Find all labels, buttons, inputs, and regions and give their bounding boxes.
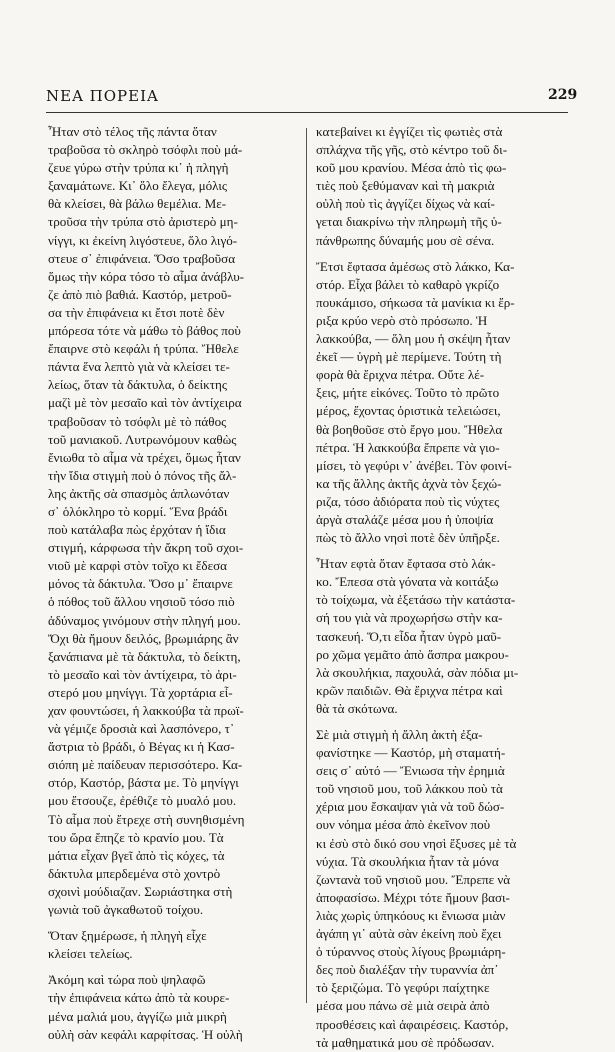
text-line: τὴν ἴδια στιγμὴ ποὺ ὁ πόνος τῆς ἄλ- [48, 467, 237, 483]
paragraph-gap [48, 919, 300, 927]
paragraph [316, 123, 569, 250]
text-line: τραβοῦσαν τὸ τσόφλι μὲ τὸ πάθος [48, 413, 227, 429]
text-line: Ἦταν στὸ τέλος τῆς πάντα ὅταν [48, 124, 217, 139]
text-line: Ὄχι θὰ ἤμουν δειλός, βρωμιάρης ἂν [48, 630, 239, 646]
header-rule [46, 112, 568, 113]
text-line: τραβοῦσα τὸ σκληρὸ τσόφλι ποὺ μά- [48, 142, 243, 158]
text-line: ζευε γύρω στὴν τρύπα κι᾽ ἡ πληγὴ [48, 160, 229, 176]
text-line: Ἔτσι ἔφτασα ἀμέσως στὸ λάκκο, Κα- [316, 258, 515, 274]
text-line: νιοῦ μὲ καρφὶ στὸν τοῖχο κι ἔδεσα [48, 558, 227, 574]
text-line: σεις σ᾽ αὐτό — Ἔνιωσα τὴν ἐρημιὰ [316, 763, 505, 779]
text-line: τιὲς ποὺ ξεθύμαναν καὶ τὴ μακριὰ [316, 178, 495, 194]
text-line: νὰ γέμιζε δροσιὰ καὶ λασπόνερο, τ᾽ [48, 721, 235, 737]
text-line: μέσα μου πάνω σὲ μιὰ σειρὰ ἀπὸ [316, 998, 490, 1014]
text-line: πὼς τὸ ἄλλο νησὶ ποτὲ δὲν ὑπῆρξε. [316, 530, 500, 546]
text-line: γωνιὰ τοῦ ἀγκαθωτοῦ τοίχου. [48, 902, 204, 918]
paragraph [316, 555, 569, 718]
text-line: ζε ἀπὸ πιὸ βαθιά. Καστόρ, μετροῦ- [48, 286, 232, 302]
text-line: ὁ πόθος τοῦ ἄλλου νησιοῦ τόσο πιὸ [48, 594, 235, 610]
text-line: Ὅταν ξημέρωσε, ἡ πληγὴ εἶχε [48, 928, 207, 944]
text-column-right [316, 123, 569, 1052]
text-line: ὅμως τὴν κόρα τόσο τὸ αἷμα ἀνάβλυ- [48, 268, 245, 284]
text-line: θὰ βοηθοῦσε στὸ ἔργο μου. Ἤθελα [316, 421, 503, 437]
text-line: στευε σ᾽ ἐπιφάνεια. Ὅσο τραβοῦσα [48, 250, 236, 266]
text-line: κρῶν παιδιῶν. Θὰ ἔριχνα πέτρα καὶ [316, 682, 503, 698]
text-line: ἔπαιρνε στὸ κεφάλι ἡ τρύπα. Ἤθελε [48, 341, 239, 357]
text-line: νίγγι, κι ἐκείνη λιγόστευε, ὅλο λιγό- [48, 232, 238, 248]
text-line: ουν νόημα μέσα ἀπὸ ἐκεῖνον ποὺ [316, 817, 491, 833]
text-line: μίσει, τὸ γεφύρι ν᾽ ἀνέβει. Τὸν φοινί- [316, 457, 512, 473]
page-number: 229 [548, 87, 578, 103]
text-line: τὰ μαθηματικά μου σὲ πρόδωσαν. [316, 1034, 495, 1050]
paragraph [316, 726, 569, 1052]
paragraph [48, 971, 300, 1043]
text-line: λακκούβα, — ὅλη μου ἡ σκέψη ἦταν [316, 331, 511, 347]
text-line: σιόπη μὲ παίδευαν περισσότερο. Κα- [48, 757, 243, 773]
text-line: τὸ μεσαῖο καὶ τὸν ἀντίχειρα, τὸ ἀρι- [48, 666, 237, 682]
text-line: ἐκεῖ — ὑγρὴ μὲ περίμενε. Τούτη τὴ [316, 349, 502, 365]
text-line: ριζα, τόσο ἀδιόρατα ποὺ τὶς νύχτες [316, 493, 500, 509]
text-line: μπόρεσα τότε νὰ μάθω τὸ βάθος ποὺ [48, 323, 241, 339]
text-line: τροῦσα τὴν τρύπα στὸ ἀριστερὸ μη- [48, 214, 238, 230]
text-line: πάντα ἕνα λεπτὸ γιὰ νὰ κλείσει τε- [48, 359, 230, 375]
text-line: πουκάμισο, σήκωσα τὰ μανίκια κι ἔρ- [316, 294, 515, 310]
text-line: ἄστρια τὸ βράδι, ὁ Βέγας κι ἡ Κασ- [48, 739, 235, 755]
text-line: ὁ τύραννος στοὺς λίγους βρωμιάρη- [316, 944, 506, 960]
text-line: τοῦ νησιοῦ μου, τοῦ λάκκου ποὺ τὰ [316, 781, 503, 797]
text-line: στόρ. Εἶχα βάλει τὸ καθαρὸ γκρίζο [316, 276, 500, 292]
text-line: ζωντανὰ τοῦ νησιοῦ μου. Ἔπρεπε νὰ [316, 871, 511, 887]
text-line: ἀργὰ σταλάζε μέσα μου ἡ ὑποψία [316, 511, 494, 527]
text-line: τὴν ἐπιφάνεια κάτω ἀπὸ τὰ κουρε- [48, 990, 230, 1006]
text-line: μάτια εἶχαν βγεῖ ἀπὸ τὶς κόχες, τὰ [48, 847, 225, 863]
text-line: ξαναμάτωνε. Κι᾽ ὅλο ἔλεγα, μόλις [48, 178, 228, 194]
paragraph [48, 927, 300, 963]
text-line: Ἀκόμη καὶ τώρα ποὺ ψηλαφῶ [48, 972, 206, 988]
text-line: ἔνιωθα τὸ αἷμα νὰ τρέχει, ὅμως ἦταν [48, 449, 241, 465]
text-line: γεται διακρίνω τὴν πληρωμὴ τῆς ὑ- [316, 214, 502, 230]
text-line: σ᾽ ὁλόκληρο τὸ κορμί. Ἕνα βράδι [48, 503, 228, 519]
text-line: λης ἀκτῆς σὰ σπασμὸς ἁπλωνόταν [48, 485, 230, 501]
text-line: μαζὶ μὲ τὸν μεσαῖο καὶ τὸν ἀντίχειρα [48, 395, 242, 411]
text-line: μένα μαλιά μου, ἀγγίζω μιὰ μικρὴ [48, 1008, 227, 1024]
text-column-left [48, 123, 300, 1044]
text-line: του ὥρα ἔπηζε τὸ κρανίο μου. Τὰ [48, 829, 224, 845]
text-line: κατεβαίνει κι ἐγγίζει τὶς φωτιὲς στὰ [316, 124, 503, 139]
text-line: οὐλὴ σὰν κεφάλι καρφίτσας. Ἡ οὐλὴ [48, 1026, 243, 1042]
text-line: δες ποὺ διαλέξαν τὴν τυραννία ἀπ᾽ [316, 962, 499, 978]
text-line: μου ἔτσουζε, ἐρέθιζε τὸ μυαλό μου. [48, 793, 237, 809]
running-header-title: ΝΕΑ ΠΟΡΕΙΑ [46, 87, 159, 105]
text-line: τὸ ξεριζώμα. Τὸ γεφύρι παίχτηκε [316, 980, 490, 996]
text-line: ποὺ κατάλαβα πὼς ἐρχόταν ἡ ἴδια [48, 522, 226, 538]
text-line: κο. Ἔπεσα στὰ γόνατα νὰ κοιτάξω [316, 574, 499, 590]
text-line: ἀδύναμος γινόμουν στὴν πληγή μου. [48, 612, 241, 628]
text-line: στιγμή, κάρφωσα τὴν ἄκρη τοῦ σχοι- [48, 540, 244, 556]
text-line: σπλάχνα τῆς γῆς, στὸ κέντρο τοῦ δι- [316, 142, 508, 158]
paragraph-gap [316, 547, 569, 555]
text-line: λείως, ὅταν τὰ δάκτυλα, ὁ δείκτης [48, 377, 228, 393]
text-line: Τὸ αἷμα ποὺ ἔτρεχε στὴ συνηθισμένη [48, 811, 245, 827]
text-line: ἀγάπη γι᾽ αὐτὰ σὰν ἐκείνη ποὺ ἔχει [316, 926, 502, 942]
text-line: δάκτυλα μπερδεμένα στὸ χοντρὸ [48, 865, 221, 881]
text-line: λὰ σκουλήκια, παχουλά, σὰν πόδια μι- [316, 664, 519, 680]
text-line: Σὲ μιὰ στιγμὴ ἡ ἄλλη ἀκτὴ ἐξα- [316, 727, 483, 742]
text-line: νύχια. Τὰ σκουλήκια ἦταν τὰ μόνα [316, 853, 499, 869]
text-line: θὰ τὰ σκότωνα. [316, 700, 398, 716]
text-line: στόρ, Καστόρ, βάστα με. Τὸ μηνίγγι [48, 775, 239, 791]
text-line: θὰ κλείσει, θὰ βάλω θεμέλια. Με- [48, 196, 227, 212]
text-line: μέρος, ἔχοντας ὁριστικὰ τελειώσει, [316, 403, 501, 419]
paragraph [48, 123, 300, 919]
text-line: Ἦταν εφτὰ ὅταν ἔφτασα στὸ λάκ- [316, 556, 496, 572]
text-line: ξανάπιανα μὲ τὰ δάκτυλα, τὸ δείκτη, [48, 648, 241, 664]
text-line: κι ἐσὺ στὸ δικό σου νησὶ ἔξυσες μὲ τὰ [316, 835, 517, 851]
text-line: τοῦ μανιακοῦ. Λυτρωνόμουν καθὼς [48, 431, 237, 447]
text-line: φορὰ θὰ ἔριχνα πέτρα. Οὔτε λέ- [316, 367, 485, 383]
column-divider [306, 128, 307, 1003]
paragraph [316, 258, 569, 548]
text-line: σή του γιὰ νὰ προχωρήσω στὴν κα- [316, 610, 503, 626]
text-line: σα τὴν ἐπιφάνεια κι ἔτσι ποτὲ δὲν [48, 304, 225, 320]
text-line: κα τῆς ἄλλης ἀκτῆς ἀχνὰ τὸν ξεχώ- [316, 475, 502, 491]
text-line: ἀποφασίσω. Μέχρι τότε ἤμουν βασι- [316, 889, 510, 905]
text-line: στερό μου μηνίγγι. Τὰ χορτάρια εἶ- [48, 684, 233, 700]
text-line: κοῦ μου κρανίου. Μέσα ἀπὸ τὶς φω- [316, 160, 507, 176]
text-line: χέρια μου ἔσκαψαν γιὰ νὰ τοῦ δώσ- [316, 799, 505, 815]
text-line: ρο χῶμα γεμᾶτο ἀπὸ ἄσπρα μακρου- [316, 646, 509, 662]
text-line: οὐλὴ ποὺ τὶς ἀγγίζει δίχως νὰ καί- [316, 196, 495, 212]
text-line: φανίστηκε — Καστόρ, μὴ σταματή- [316, 745, 506, 761]
text-line: μόνος τὰ δάκτυλα. Ὅσο μ᾽ ἔπαιρνε [48, 576, 233, 592]
text-line: τασκευή. Ὅ,τι εἶδα ἦταν ὑγρὸ μαῦ- [316, 628, 502, 644]
text-line: ξεις, μήτε εἰκόνες. Τοῦτο τὸ πρῶτο [316, 385, 500, 401]
text-line: χαν φουντώσει, ἡ λακκούβα τὰ πρωϊ- [48, 703, 244, 718]
paragraph-gap [48, 963, 300, 971]
text-line: κλείσει τελείως. [48, 946, 133, 962]
text-line: ριξα κρύο νερὸ στὸ πρόσωπο. Ἡ [316, 312, 488, 328]
text-line: τὸ τοίχωμα, νὰ ἐξετάσω τὴν κατάστα- [316, 592, 516, 608]
text-line: λιὰς χωρὶς ὑπηκόους κι ἔνιωσα μιὰν [316, 907, 506, 923]
paragraph-gap [316, 718, 569, 726]
text-line: πάνθρωπης δύναμής μου σὲ σένα. [316, 232, 495, 248]
text-line: πέτρα. Ἡ λακκούβα ἔπρεπε νὰ γιο- [316, 439, 500, 455]
text-line: σχοινὶ μούδιαζαν. Σωριάστηκα στὴ [48, 883, 233, 899]
paragraph-gap [316, 250, 569, 258]
text-line: προσθέσεις καὶ ἀφαιρέσεις. Καστόρ, [316, 1016, 509, 1032]
